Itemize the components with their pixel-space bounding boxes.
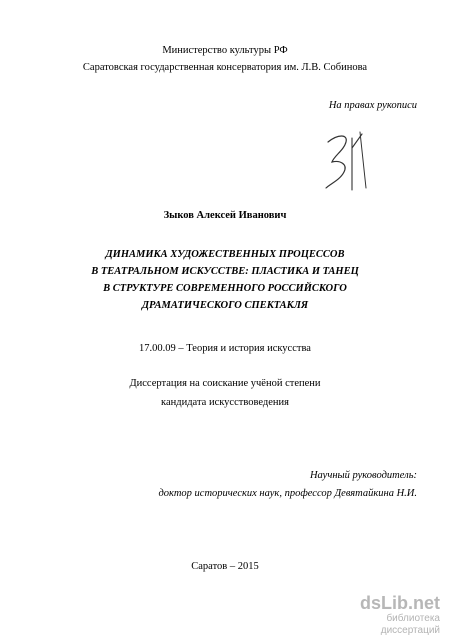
- watermark-subtitle: библиотека диссертаций: [380, 613, 440, 636]
- handwritten-signature: [322, 128, 382, 198]
- title-line-3: В СТРУКТУРЕ СОВРЕМЕННОГО РОССИЙСКОГО: [103, 283, 347, 294]
- watermark-brand: dsLib.net: [360, 593, 440, 613]
- rights-note: На правах рукописи: [328, 100, 417, 111]
- institution-line: Саратовская государственная консерватория им. Л.В. Собинова: [82, 62, 368, 73]
- degree-line-2: кандидата искусствоведения: [161, 397, 289, 408]
- title-line-4: ДРАМАТИЧЕСКОГО СПЕКТАКЛЯ: [141, 300, 309, 311]
- city-year: Саратов – 2015: [191, 561, 259, 572]
- title-line-2: В ТЕАТРАЛЬНОМ ИСКУССТВЕ: ПЛАСТИКА И ТАНЕЦ: [91, 266, 359, 277]
- dissertation-title: [0, 246, 450, 314]
- watermark-logo: [330, 593, 440, 636]
- supervisor-name: доктор исторических наук, профессор Девятайкина Н.И.: [158, 488, 417, 499]
- ministry-line: Министерство культуры РФ: [162, 45, 288, 56]
- degree-line-1: Диссертация на соискание учёной степени: [129, 378, 321, 389]
- supervisor-label: Научный руководитель:: [309, 470, 417, 481]
- specialty-line: 17.00.09 – Теория и история искусства: [139, 343, 311, 354]
- title-line-1: ДИНАМИКА ХУДОЖЕСТВЕННЫХ ПРОЦЕССОВ: [105, 249, 345, 260]
- author-name: Зыков Алексей Иванович: [163, 210, 287, 221]
